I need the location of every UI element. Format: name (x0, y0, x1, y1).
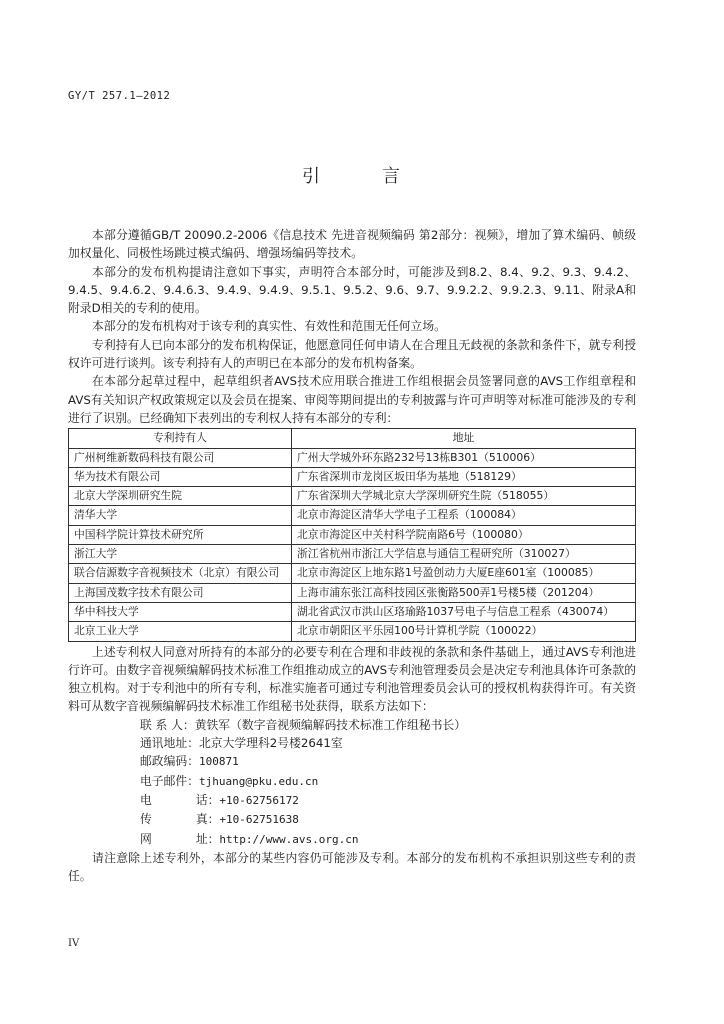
holder-cell: 广州柯维新数码科技有限公司 (69, 448, 292, 467)
table-row (69, 467, 636, 486)
contact-phone-line (68, 791, 636, 810)
address-cell: 湖北省武汉市洪山区珞瑜路1037号电子与信息工程系（430074） (292, 602, 636, 621)
patent-holders-table (68, 428, 636, 641)
contact-block (68, 716, 636, 849)
holder-cell: 华中科技大学 (69, 602, 292, 621)
column-header-holder: 专利持有人 (69, 429, 292, 448)
table-row (69, 602, 636, 621)
contact-phone: +10-62756172 (219, 793, 299, 807)
contact-person-line (68, 716, 636, 734)
table-row (69, 525, 636, 544)
contact-address: 北京大学理科2号楼2641室 (199, 736, 343, 751)
contact-fax-line (68, 810, 636, 829)
contact-fax-label-b: 真： (195, 812, 220, 827)
contact-web-label-a: 网 (140, 831, 172, 846)
page-title: 引 言 (302, 166, 422, 187)
paragraph-identification: 在本部分起草过程中，起草组织者AVS技术应用联合推进工作组根据会员签署同意的AVS工作组章程和AVS有关知识产权政策规定以及会员在提案、审阅等期间提出的专利披露与许可声明等对标准可能涉及的专利进行了识别。已经确知下表列出的专利权人持有本部分的专利： (68, 374, 636, 425)
holder-cell: 联合信源数字音视频技术（北京）有限公司 (69, 564, 292, 583)
holder-cell: 清华大学 (69, 506, 292, 525)
paragraph-holder-assurance: 专利持有人已向本部分的发布机构保证，他愿意同任何申请人在合理且无歧视的条款和条件下，就专利授权许可进行谈判。该专利持有人的声明已在本部分的发布机构备案。 (68, 337, 636, 371)
address-cell: 广东省深圳大学城北京大学深圳研究生院（518055） (292, 487, 636, 506)
table-header-row (69, 429, 636, 448)
contact-fax: +10-62751638 (219, 813, 299, 827)
table-row (69, 487, 636, 506)
contact-phone-label-a: 电 (140, 792, 172, 807)
paragraph-patent-notice: 本部分的发布机构提请注意如下事实，声明符合本部分时，可能涉及到8.2、8.4、9.2、9.3、9.4.2、9.4.5、9.4.6.2、9.4.6.3、9.4.9、9.4.9、9.5.1、9.5.2、9.6、9.7、9.9.2.2、9.9.2.3、9.11、附录A和附录D相关的专利的使用。 (68, 264, 636, 316)
holder-cell: 华为技术有限公司 (69, 467, 292, 486)
contact-email: tjhuang@pku.edu.cn (199, 774, 319, 788)
contact-web-label-b: 址： (195, 831, 220, 846)
document-body (68, 226, 636, 885)
contact-address-label: 通讯地址： (140, 736, 199, 751)
paragraph-position: 本部分的发布机构对于该专利的真实性、有效性和范围无任何立场。 (92, 319, 446, 334)
paragraph-licensing: 上述专利权人同意对所持有的本部分的必要专利在合理和非歧视的条款和条件基础上，通过AVS专利池进行许可。由数字音视频编解码技术标准工作组推动成立的AVS专利池管理委员会是决定专利池具体许可条款的独立机构。对于专利池中的所有专利，标准实施者可通过专利池管理委员会认可的授权机构获得许可。有关资料可从数字音视频编解码技术标准工作组秘书处获得，联系方法如下： (68, 644, 636, 714)
contact-email-line (68, 772, 636, 791)
address-cell: 北京市海淀区上地东路1号盈创动力大厦E座601室（100085） (292, 564, 636, 583)
contact-fax-label-a: 传 (140, 812, 172, 827)
contact-website: http://www.avs.org.cn (219, 832, 359, 846)
holder-cell: 上海国茂数字技术有限公司 (69, 583, 292, 602)
address-cell: 北京市海淀区中关村科学院南路6号（100080） (292, 525, 636, 544)
contact-phone-label-b: 话： (195, 792, 220, 807)
contact-person-label: 联 系 人： (140, 717, 195, 732)
holder-cell: 中国科学院计算技术研究所 (69, 525, 292, 544)
contact-web-line (68, 830, 636, 849)
standard-number: GY/T 257.1—2012 (68, 90, 171, 102)
table-row (69, 545, 636, 564)
table-row (69, 448, 636, 467)
address-cell: 广州大学城外环东路232号13栋B301（510006） (292, 448, 636, 467)
address-cell: 北京市朝阳区平乐园100号计算机学院（100022） (292, 622, 636, 641)
address-cell: 北京市海淀区清华大学电子工程系（100084） (292, 506, 636, 525)
contact-postcode: 100871 (199, 755, 239, 769)
paragraph-closing: 请注意除上述专利外，本部分的某些内容仍可能涉及专利。本部分的发布机构不承担识别这些专利的责任。 (68, 850, 636, 884)
holder-cell: 北京大学深圳研究生院 (69, 487, 292, 506)
table-row (69, 622, 636, 641)
holder-cell: 浙江大学 (69, 545, 292, 564)
table-row (69, 506, 636, 525)
contact-person: 黄铁军（数字音视频编解码技术标准工作组秘书长） (194, 717, 467, 732)
address-cell: 上海市浦东张江高科技园区张衡路500弄1号楼5楼（201204） (292, 583, 636, 602)
address-cell: 广东省深圳市龙岗区坂田华为基地（518129） (292, 467, 636, 486)
table-row (69, 564, 636, 583)
page-number: IV (68, 938, 80, 949)
contact-postcode-label: 邮政编码： (140, 754, 199, 769)
holder-cell: 北京工业大学 (69, 622, 292, 641)
contact-email-label: 电子邮件： (140, 773, 199, 788)
address-cell: 浙江省杭州市浙江大学信息与通信工程研究所（310027） (292, 545, 636, 564)
table-row (69, 583, 636, 602)
contact-postcode-line (68, 752, 636, 771)
contact-address-line (68, 734, 636, 752)
paragraph-intro: 本部分遵循GB/T 20090.2-2006《信息技术 先进音视频编码 第2部分：视频》，增加了算术编码、帧级加权量化、同极性场跳过模式编码、增强场编码等技术。 (68, 228, 636, 261)
column-header-address: 地址 (292, 429, 636, 448)
